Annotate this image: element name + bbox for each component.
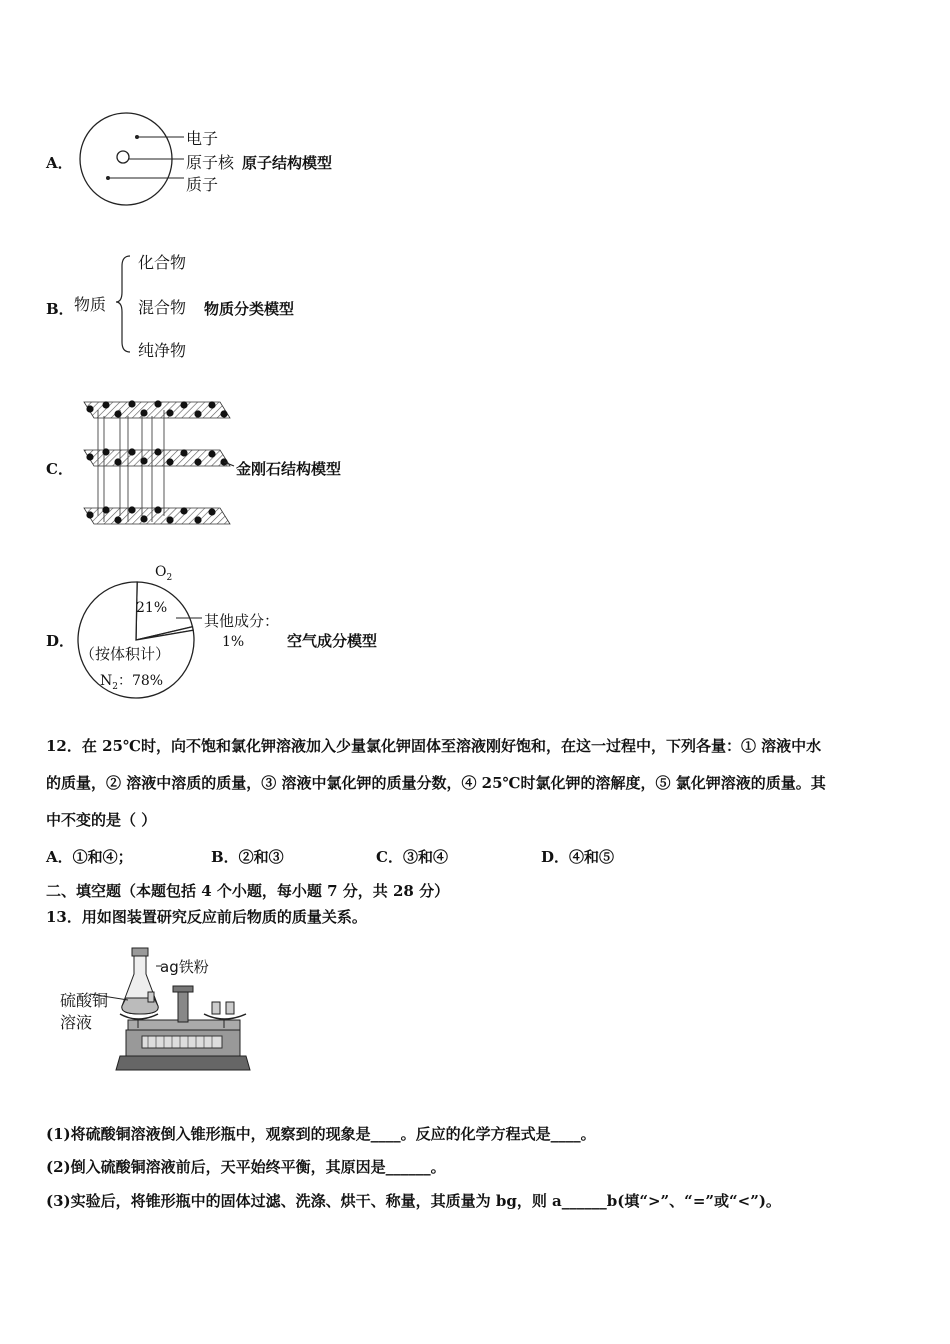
branch-compound: 化合物 — [138, 253, 187, 272]
o2-label — [155, 564, 172, 583]
q13-sub3: (3)实验后，将锥形瓶中的固体过滤、洗涤、烘干、称量，其质量为 bg，则 a______b(填“>”、“=”或“<”)。 — [46, 1192, 781, 1210]
n2-percent: ：78% — [117, 673, 164, 689]
n2-label — [100, 670, 163, 692]
o2-percent: 21% — [136, 600, 168, 616]
other-percent: 1% — [222, 634, 245, 650]
q12-choice-d[interactable]: D．④和⑤ — [541, 848, 615, 866]
option-b-caption: 物质分类模型 — [204, 300, 295, 318]
branch-pure: 纯净物 — [138, 341, 187, 360]
q13-sub2: (2)倒入硫酸铜溶液前后，天平始终平衡，其原因是______。 — [46, 1158, 446, 1176]
q12-stem — [46, 728, 916, 839]
q12-choice-b[interactable]: B．②和③ — [211, 848, 284, 866]
option-b-letter: B． — [46, 300, 74, 318]
q12-line-2: 的质量，② 溶液中溶质的质量，③ 溶液中氯化钾的质量分数，④ 25℃时氯化钾的溶解度，⑤ 氯化钾溶液的质量。其 — [46, 774, 826, 792]
option-a-letter: A． — [46, 154, 73, 172]
option-c-caption: 金刚石结构模型 — [236, 460, 342, 478]
q12-line-1: 12．在 25℃时，向不饱和氯化钾溶液加入少量氯化钾固体至溶液刚好饱和，在这一过程中，下列各量：① 溶液中水 — [46, 737, 822, 755]
q13-stem: 13．用如图装置研究反应前后物质的质量关系。 — [46, 908, 367, 926]
option-c-letter: C． — [46, 460, 73, 478]
solution-label-line1: 硫酸铜 — [60, 991, 109, 1010]
diamond-structure-diagram — [80, 392, 235, 534]
q13-sub1: (1)将硫酸铜溶液倒入锥形瓶中，观察到的现象是____。反应的化学方程式是____。 — [46, 1125, 596, 1143]
classification-brace — [112, 252, 136, 356]
option-a-caption: 原子结构模型 — [242, 154, 333, 172]
solution-label-line2: 溶液 — [60, 1013, 93, 1032]
option-d-caption: 空气成分模型 — [287, 632, 378, 650]
n2-label-text: N — [100, 673, 113, 689]
branch-mixture: 混合物 — [138, 298, 187, 317]
iron-powder-label: ag铁粉 — [160, 958, 209, 976]
q12-choice-c[interactable]: C．③和④ — [376, 848, 448, 866]
o2-label-text: O — [155, 564, 167, 580]
other-components-label: 其他成分： — [204, 612, 280, 630]
proton-label: 质子 — [186, 175, 219, 194]
o2-subscript: 2 — [166, 572, 173, 583]
q12-choice-a[interactable]: A．①和④； — [46, 848, 133, 866]
by-volume-note: （按体积计） — [80, 645, 171, 663]
nucleus-label: 原子核 — [186, 153, 235, 172]
n2-subscript: 2 — [112, 681, 118, 692]
electron-label: 电子 — [186, 129, 219, 148]
q12-line-3: 中不变的是（ ） — [46, 811, 157, 829]
section-heading: 二、填空题（本题包括 4 个小题，每小题 7 分，共 28 分） — [46, 882, 450, 900]
matter-root-label: 物质 — [74, 295, 107, 314]
option-d-letter: D． — [46, 632, 75, 650]
